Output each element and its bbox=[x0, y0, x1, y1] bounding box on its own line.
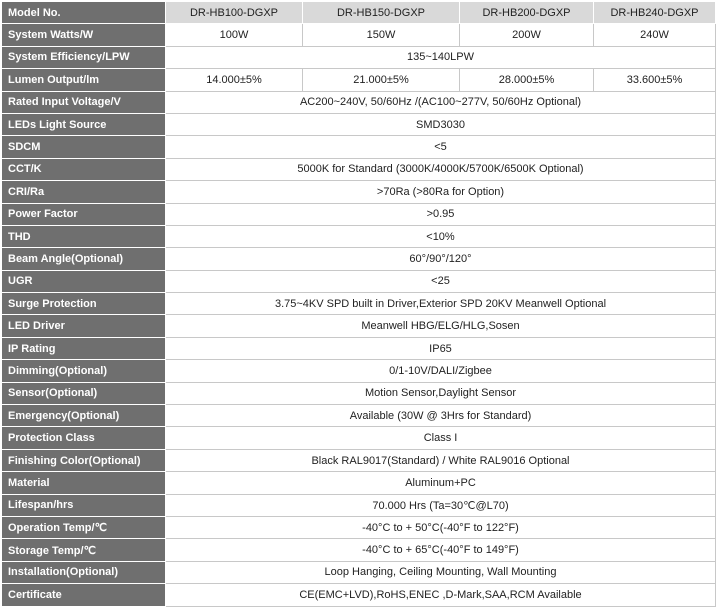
spec-value: 5000K for Standard (3000K/4000K/5700K/6500K Optional) bbox=[166, 158, 716, 180]
model-cell: DR-HB200-DGXP bbox=[460, 2, 594, 24]
spec-row bbox=[2, 584, 716, 606]
model-row bbox=[2, 2, 716, 24]
spec-value: -40°C to + 50°C(-40°F to 122°F) bbox=[166, 516, 716, 538]
spec-value: <25 bbox=[166, 270, 716, 292]
spec-label: Protection Class bbox=[2, 427, 166, 449]
spec-label: SDCM bbox=[2, 136, 166, 158]
spec-label: Power Factor bbox=[2, 203, 166, 225]
spec-row bbox=[2, 203, 716, 225]
watts-cell: 240W bbox=[594, 24, 716, 46]
spec-label: CCT/K bbox=[2, 158, 166, 180]
spec-label: Certificate bbox=[2, 584, 166, 606]
spec-label: Surge Protection bbox=[2, 293, 166, 315]
spec-value: >0.95 bbox=[166, 203, 716, 225]
spec-value: Motion Sensor,Daylight Sensor bbox=[166, 382, 716, 404]
spec-row bbox=[2, 136, 716, 158]
spec-row bbox=[2, 91, 716, 113]
spec-label: THD bbox=[2, 225, 166, 247]
watts-cell: 100W bbox=[166, 24, 303, 46]
spec-row bbox=[2, 337, 716, 359]
lumen-cell: 33.600±5% bbox=[594, 69, 716, 91]
spec-row bbox=[2, 225, 716, 247]
spec-row bbox=[2, 113, 716, 135]
watts-cell: 150W bbox=[303, 24, 460, 46]
model-cell: DR-HB100-DGXP bbox=[166, 2, 303, 24]
watts-cell: 200W bbox=[460, 24, 594, 46]
model-cell: DR-HB150-DGXP bbox=[303, 2, 460, 24]
spec-label: Material bbox=[2, 472, 166, 494]
watts-row bbox=[2, 24, 716, 46]
spec-label: Beam Angle(Optional) bbox=[2, 248, 166, 270]
spec-row bbox=[2, 561, 716, 583]
spec-row bbox=[2, 427, 716, 449]
spec-value: Aluminum+PC bbox=[166, 472, 716, 494]
spec-row bbox=[2, 449, 716, 471]
spec-label: Emergency(Optional) bbox=[2, 405, 166, 427]
model-cell: DR-HB240-DGXP bbox=[594, 2, 716, 24]
spec-value: IP65 bbox=[166, 337, 716, 359]
spec-row bbox=[2, 248, 716, 270]
spec-label: CRI/Ra bbox=[2, 181, 166, 203]
spec-label: Dimming(Optional) bbox=[2, 360, 166, 382]
efficiency-label: System Efficiency/LPW bbox=[2, 46, 166, 68]
watts-label: System Watts/W bbox=[2, 24, 166, 46]
spec-value: 70.000 Hrs (Ta=30℃@L70) bbox=[166, 494, 716, 516]
spec-value: Black RAL9017(Standard) / White RAL9016 Optional bbox=[166, 449, 716, 471]
spec-value: <5 bbox=[166, 136, 716, 158]
spec-value: Class I bbox=[166, 427, 716, 449]
spec-row bbox=[2, 405, 716, 427]
lumen-row bbox=[2, 69, 716, 91]
spec-value: CE(EMC+LVD),RoHS,ENEC ,D-Mark,SAA,RCM Available bbox=[166, 584, 716, 606]
spec-value: Available (30W @ 3Hrs for Standard) bbox=[166, 405, 716, 427]
spec-label: Finishing Color(Optional) bbox=[2, 449, 166, 471]
spec-label: Storage Temp/℃ bbox=[2, 539, 166, 561]
spec-row bbox=[2, 382, 716, 404]
spec-label: Rated Input Voltage/V bbox=[2, 91, 166, 113]
efficiency-row bbox=[2, 46, 716, 68]
spec-label: Operation Temp/℃ bbox=[2, 516, 166, 538]
model-label: Model No. bbox=[2, 2, 166, 24]
lumen-cell: 28.000±5% bbox=[460, 69, 594, 91]
spec-label: Sensor(Optional) bbox=[2, 382, 166, 404]
spec-label: LED Driver bbox=[2, 315, 166, 337]
spec-label: Installation(Optional) bbox=[2, 561, 166, 583]
spec-value: Loop Hanging, Ceiling Mounting, Wall Mounting bbox=[166, 561, 716, 583]
spec-row bbox=[2, 315, 716, 337]
spec-row bbox=[2, 181, 716, 203]
spec-row bbox=[2, 293, 716, 315]
spec-label: Lifespan/hrs bbox=[2, 494, 166, 516]
spec-value: >70Ra (>80Ra for Option) bbox=[166, 181, 716, 203]
spec-value: Meanwell HBG/ELG/HLG,Sosen bbox=[166, 315, 716, 337]
spec-row bbox=[2, 516, 716, 538]
lumen-label: Lumen Output/lm bbox=[2, 69, 166, 91]
spec-row bbox=[2, 539, 716, 561]
spec-label: LEDs Light Source bbox=[2, 113, 166, 135]
spec-value: SMD3030 bbox=[166, 113, 716, 135]
spec-table bbox=[1, 1, 716, 607]
spec-row bbox=[2, 270, 716, 292]
spec-value: -40°C to + 65°C(-40°F to 149°F) bbox=[166, 539, 716, 561]
spec-value: <10% bbox=[166, 225, 716, 247]
spec-label: IP Rating bbox=[2, 337, 166, 359]
spec-row bbox=[2, 158, 716, 180]
spec-row bbox=[2, 494, 716, 516]
spec-label: UGR bbox=[2, 270, 166, 292]
spec-value: 0/1-10V/DALI/Zigbee bbox=[166, 360, 716, 382]
spec-value: 60°/90°/120° bbox=[166, 248, 716, 270]
efficiency-cell: 135~140LPW bbox=[166, 46, 716, 68]
spec-row bbox=[2, 472, 716, 494]
spec-value: 3.75~4KV SPD built in Driver,Exterior SPD 20KV Meanwell Optional bbox=[166, 293, 716, 315]
spec-row bbox=[2, 360, 716, 382]
lumen-cell: 14.000±5% bbox=[166, 69, 303, 91]
spec-value: AC200~240V, 50/60Hz /(AC100~277V, 50/60Hz Optional) bbox=[166, 91, 716, 113]
lumen-cell: 21.000±5% bbox=[303, 69, 460, 91]
